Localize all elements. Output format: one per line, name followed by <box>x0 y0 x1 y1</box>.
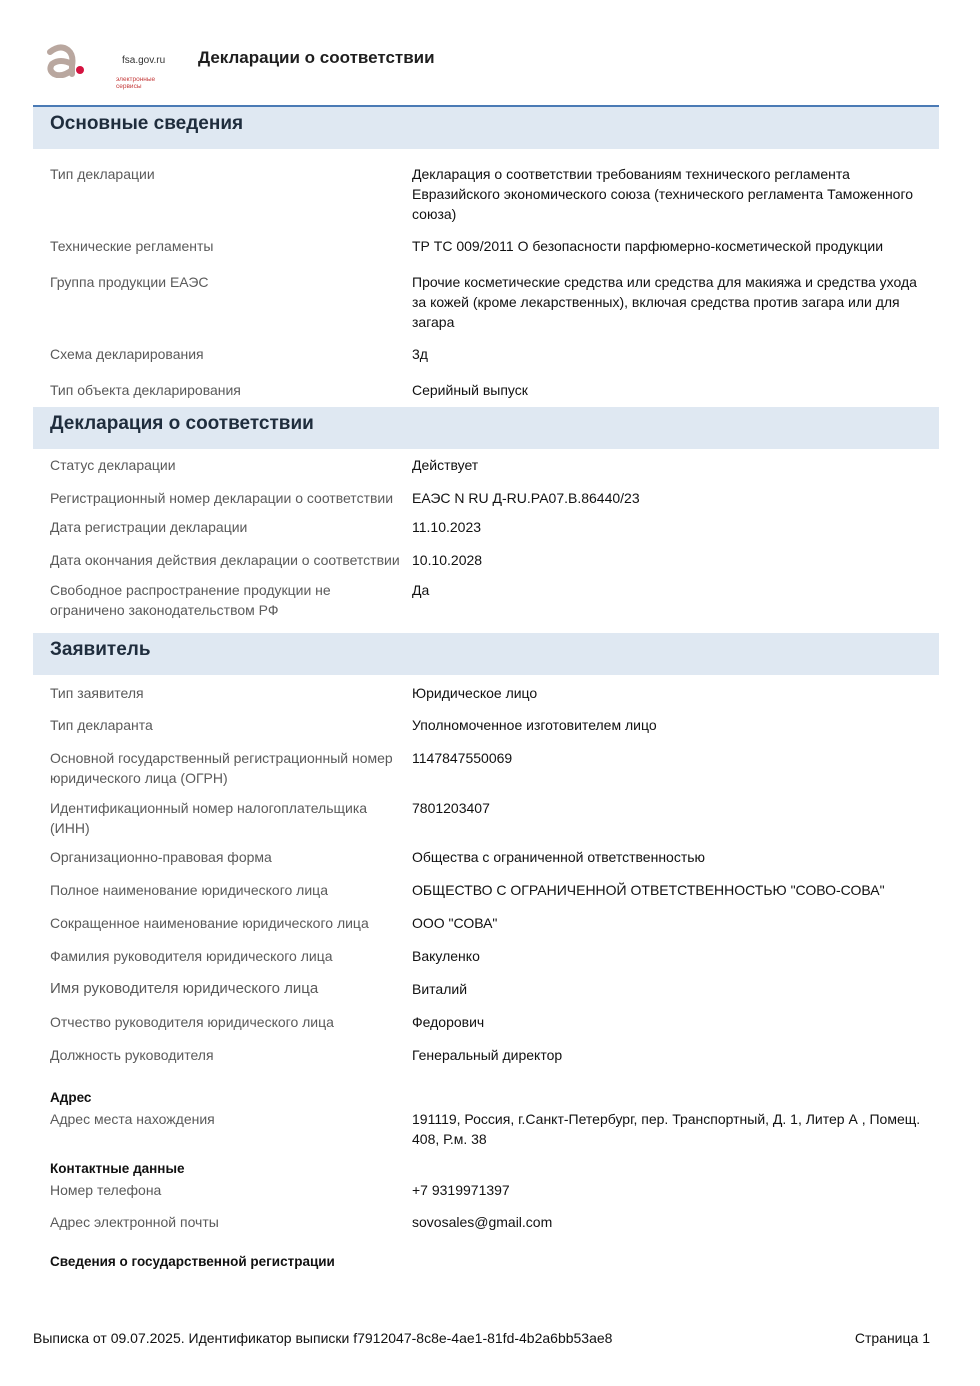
section-declaration-title: Декларация о соответствии <box>33 407 939 449</box>
registration-subheading: Сведения о государственной регистрации <box>50 1254 335 1269</box>
field-value: Прочие косметические средства или средства для макияжа и средства ухода за кожей (кроме лекарственных), включая средства против загара или для загара <box>412 274 917 330</box>
field-value: 10.10.2028 <box>412 552 483 568</box>
field-row <box>33 1206 939 1238</box>
field-label: Номер телефона <box>50 1182 162 1198</box>
field-label: Тип декларанта <box>50 717 153 733</box>
field-value: Уполномоченное изготовителем лицо <box>412 717 657 733</box>
field-row <box>33 262 939 338</box>
field-value: Декларация о соответствии требованиям технического регламента Евразийского экономического союза (технического регламента Таможенного союза) <box>412 166 914 222</box>
field-value: Юридическое лицо <box>412 685 538 701</box>
field-value: Виталий <box>412 981 468 997</box>
field-value: 11.10.2023 <box>412 519 482 535</box>
field-row <box>33 481 939 514</box>
field-value: ООО "СОВА" <box>412 915 498 931</box>
logo-subtitle: электронные сервисы <box>116 76 156 90</box>
page-header <box>0 0 980 106</box>
field-value: ЕАЭС N RU Д-RU.РА07.В.86440/23 <box>412 490 640 506</box>
field-label: Свободное распространение продукции не ограничено законодательством РФ <box>50 582 331 618</box>
field-value: Действует <box>412 457 479 473</box>
field-label: Дата окончания действия декларации о соответствии <box>50 552 400 568</box>
section-applicant-title: Заявитель <box>33 633 939 675</box>
field-row <box>33 844 939 873</box>
field-label: Основной государственный регистрационный номер юридического лица (ОГРН) <box>50 750 393 786</box>
field-value: 1147847550069 <box>412 750 513 766</box>
field-label: Отчество руководителя юридического лица <box>50 1014 334 1030</box>
page-number: Страница 1 <box>854 1330 930 1346</box>
field-label: Тип заявителя <box>50 685 144 701</box>
field-label: Регистрационный номер декларации о соответствии <box>50 490 394 506</box>
section-basic <box>33 149 939 405</box>
field-label: Имя руководителя юридического лица <box>50 980 319 997</box>
field-value: Да <box>412 582 430 598</box>
field-row <box>33 1038 939 1071</box>
field-row <box>33 939 939 972</box>
fsa-logo[interactable] <box>46 44 166 88</box>
field-row <box>33 514 939 543</box>
field-label: Тип объекта декларирования <box>50 382 241 398</box>
field-label: Идентификационный номер налогоплательщика (ИНН) <box>50 800 368 836</box>
field-row <box>33 576 939 633</box>
field-label: Технические регламенты <box>50 238 214 254</box>
field-row <box>33 543 939 576</box>
field-value: Вакуленко <box>412 948 480 964</box>
section-declaration <box>33 449 939 633</box>
field-row <box>33 794 939 844</box>
field-label: Фамилия руководителя юридического лица <box>50 948 333 964</box>
field-value: Серийный выпуск <box>412 382 528 398</box>
footer-extract-info: Выписка от 09.07.2025. Идентификатор выписки f7912047-8c8e-4ae1-81fd-4b2a6bb53ae8 <box>33 1330 613 1346</box>
field-row <box>33 158 939 230</box>
field-label: Сокращенное наименование юридического лица <box>50 915 369 931</box>
field-row <box>33 338 939 370</box>
field-value: +7 9319971397 <box>412 1182 510 1198</box>
field-row <box>33 370 939 405</box>
field-value: 3д <box>412 346 428 362</box>
field-label: Статус декларации <box>50 457 176 473</box>
field-row <box>33 1005 939 1038</box>
field-value: Федорович <box>412 1014 485 1030</box>
field-value: ОБЩЕСТВО С ОГРАНИЧЕННОЙ ОТВЕТСТВЕННОСТЬЮ "СОВО-СОВА" <box>412 882 885 898</box>
field-label: Дата регистрации декларации <box>50 519 248 535</box>
document-content <box>33 107 939 1273</box>
field-value: Генеральный директор <box>412 1047 563 1063</box>
field-label: Тип декларации <box>50 166 155 182</box>
field-row <box>33 741 939 794</box>
field-row <box>33 873 939 906</box>
field-value: 191119, Россия, г.Санкт-Петербург, пер. Транспортный, Д. 1, Литер А , Помещ. 408, Р.м. 38 <box>412 1111 921 1147</box>
field-label: Группа продукции ЕАЭС <box>50 274 209 290</box>
page-title: Декларации о соответствии <box>198 48 435 67</box>
field-label: Адрес места нахождения <box>50 1111 215 1127</box>
field-row <box>33 709 939 741</box>
field-row <box>33 677 939 709</box>
field-value: Общества с ограниченной ответственностью <box>412 849 706 865</box>
field-label: Организационно-правовая форма <box>50 849 272 865</box>
address-subheading: Адрес <box>50 1090 92 1105</box>
logo-dot <box>76 66 84 74</box>
section-applicant <box>33 675 939 1273</box>
field-label: Должность руководителя <box>50 1047 214 1063</box>
field-label: Адрес электронной почты <box>50 1214 219 1230</box>
logo-text: fsa.gov.ru <box>122 55 166 66</box>
contacts-subheading: Контактные данные <box>50 1161 185 1176</box>
field-row <box>33 1109 939 1155</box>
field-label: Схема декларирования <box>50 346 204 362</box>
field-row <box>33 230 939 262</box>
field-row <box>33 449 939 481</box>
field-value: 7801203407 <box>412 800 490 816</box>
field-value: ТР ТС 009/2011 О безопасности парфюмерно-косметической продукции <box>412 238 884 254</box>
email-link[interactable]: sovosales@gmail.com <box>412 1214 553 1230</box>
field-label: Полное наименование юридического лица <box>50 882 328 898</box>
field-row <box>33 1180 939 1206</box>
section-basic-title: Основные сведения <box>33 107 939 149</box>
field-row <box>33 906 939 939</box>
field-row <box>33 972 939 1005</box>
